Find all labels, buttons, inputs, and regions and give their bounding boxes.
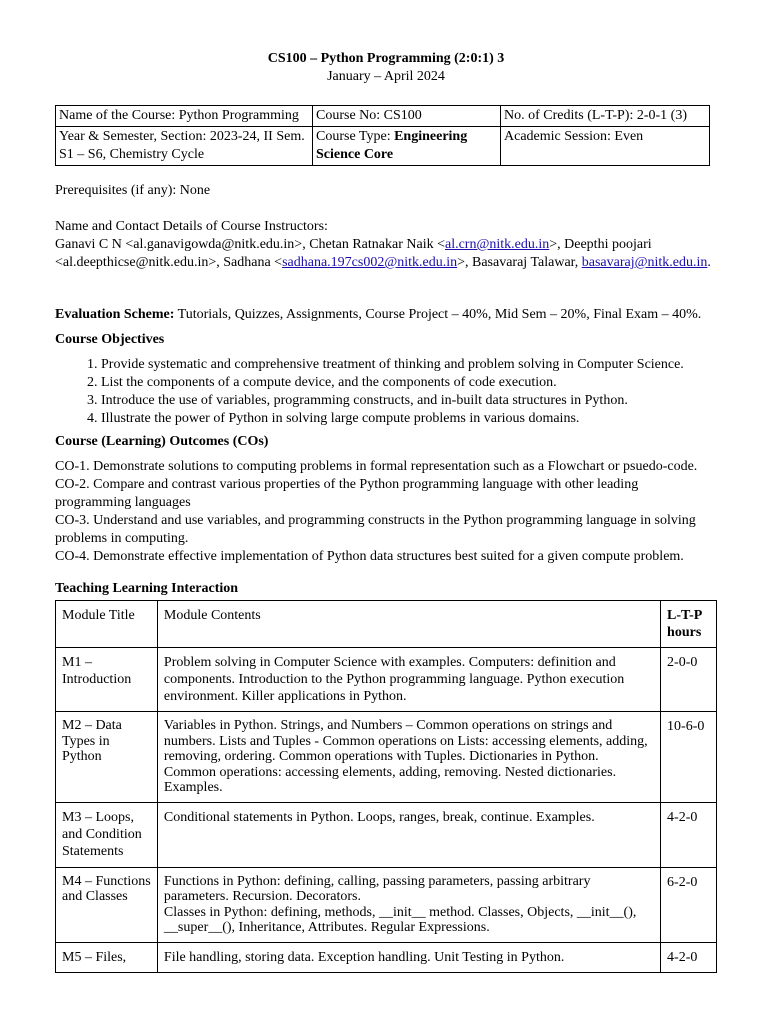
course-type-value: Engineering Science Core (316, 129, 468, 162)
outcome-item: CO-2. Compare and contrast various properties of the Python programming language with other leading programming languages (55, 477, 639, 510)
course-term: January – April 2024 (327, 69, 445, 84)
module-contents (157, 867, 660, 942)
header-module-contents: Module Contents (157, 601, 660, 648)
course-outcomes (55, 433, 717, 566)
credits-cell: No. of Credits (L-T-P): 2-0-1 (3) (501, 106, 710, 127)
course-objectives (55, 331, 717, 428)
table-row (56, 648, 717, 712)
evaluation-scheme (55, 306, 717, 324)
academic-session-cell: Academic Session: Even (501, 127, 710, 166)
table-row (56, 942, 717, 972)
module-title: M4 – Functions and Classes (56, 867, 158, 942)
table-row (56, 712, 717, 803)
module-hours: 4-2-0 (661, 802, 717, 867)
module-hours: 6-2-0 (661, 867, 717, 942)
course-type-cell (313, 127, 501, 166)
course-type-label: Course Type: (316, 129, 395, 144)
evaluation-label: Evaluation Scheme: (55, 307, 175, 322)
module-contents: Problem solving in Computer Science with examples. Computers: definition and components. Introduction to the Python programming language. Python execution environment. Killer applications in Python. (157, 648, 660, 712)
module-title: M1 – Introduction (56, 648, 158, 712)
header-ltp-hours: L-T-P hours (661, 601, 717, 648)
module-contents-classes: Classes in Python: defining, methods, __init__ method. Classes, Objects, __init__(), __super__(), Inheritance, Attributes. Regular Expressions. (163, 904, 637, 935)
header-module-title: Module Title (56, 601, 158, 648)
outcome-item: CO-1. Demonstrate solutions to computing problems in formal representation such as a Flowchart or psuedo-code. (55, 459, 698, 474)
table-row (56, 802, 717, 867)
course-name-cell: Name of the Course: Python Programming (56, 106, 313, 127)
module-contents: Variables in Python. Strings, and Numbers – Common operations on strings and numbers. Lists and Tuples - Common operations on Lists: accessing elements, adding, removing, ordering. Common operations with Tuples. Dictionaries in Python. Common operations: accessing elements, adding, removing. Nested dictionaries. Examples. (157, 712, 660, 803)
document-header (55, 50, 717, 86)
instructors-text-4: . (707, 255, 711, 270)
instructors-text-3: >, Basavaraj Talawar, (457, 255, 582, 270)
outcome-item: CO-3. Understand and use variables, and programming constructs in the Python programming language in solving problems in computing. (55, 513, 696, 546)
course-no-cell: Course No: CS100 (313, 106, 501, 127)
instructors-list (55, 236, 717, 272)
module-title: M3 – Loops, and Condition Statements (56, 802, 158, 867)
course-info-table (55, 105, 710, 166)
objectives-heading: Course Objectives (55, 332, 165, 347)
email-link-sadhana[interactable]: sadhana.197cs002@nitk.edu.in (282, 255, 458, 270)
instructors-heading: Name and Contact Details of Course Instructors: (55, 219, 328, 234)
objective-item: 4. Illustrate the power of Python in solving large compute problems in various domains. (101, 410, 717, 428)
instructors-section (55, 218, 717, 272)
module-title: M5 – Files, (56, 942, 158, 972)
email-link-basavaraj[interactable]: basavaraj@nitk.edu.in (581, 255, 708, 270)
year-semester-cell: Year & Semester, Section: 2023-24, II Sem. S1 – S6, Chemistry Cycle (56, 127, 313, 166)
module-hours: 4-2-0 (661, 942, 717, 972)
table-row (56, 867, 717, 942)
teaching-heading: Teaching Learning Interaction (55, 581, 239, 596)
module-contents-functions: Functions in Python: defining, calling, passing parameters, passing arbitrary parameters. Recursion. Decorators. (163, 873, 591, 904)
module-hours: 2-0-0 (661, 648, 717, 712)
module-contents: File handling, storing data. Exception handling. Unit Testing in Python. (157, 942, 660, 972)
module-title: M2 – Data Types in Python (56, 712, 158, 803)
module-hours: 10-6-0 (661, 712, 717, 803)
objectives-list (55, 356, 717, 428)
module-contents: Conditional statements in Python. Loops, ranges, break, continue. Examples. (157, 802, 660, 867)
prerequisites: Prerequisites (if any): None (55, 183, 211, 198)
objective-item: 1. Provide systematic and comprehensive treatment of thinking and problem solving in Computer Science. (101, 356, 717, 374)
outcome-item: CO-4. Demonstrate effective implementation of Python data structures best suited for a given compute problem. (55, 549, 684, 564)
evaluation-text: Tutorials, Quizzes, Assignments, Course Project – 40%, Mid Sem – 20%, Final Exam – 40%. (174, 307, 702, 322)
outcomes-heading: Course (Learning) Outcomes (COs) (55, 434, 269, 449)
course-title: CS100 – Python Programming (2:0:1) 3 (267, 51, 505, 66)
table-header-row (56, 601, 717, 648)
email-link-crn[interactable]: al.crn@nitk.edu.in (444, 237, 550, 252)
instructors-text-1: Ganavi C N <al.ganavigowda@nitk.edu.in>, Chetan Ratnakar Naik < (55, 237, 445, 252)
objective-item: 3. Introduce the use of variables, programming constructs, and in-built data structures in Python. (101, 392, 717, 410)
instructors-text-2: >, Deepthi poojari <al.deepthicse@nitk.edu.in>, Sadhana < (55, 237, 652, 270)
teaching-learning-table (55, 600, 717, 973)
objective-item: 2. List the components of a compute device, and the components of code execution. (101, 374, 717, 392)
